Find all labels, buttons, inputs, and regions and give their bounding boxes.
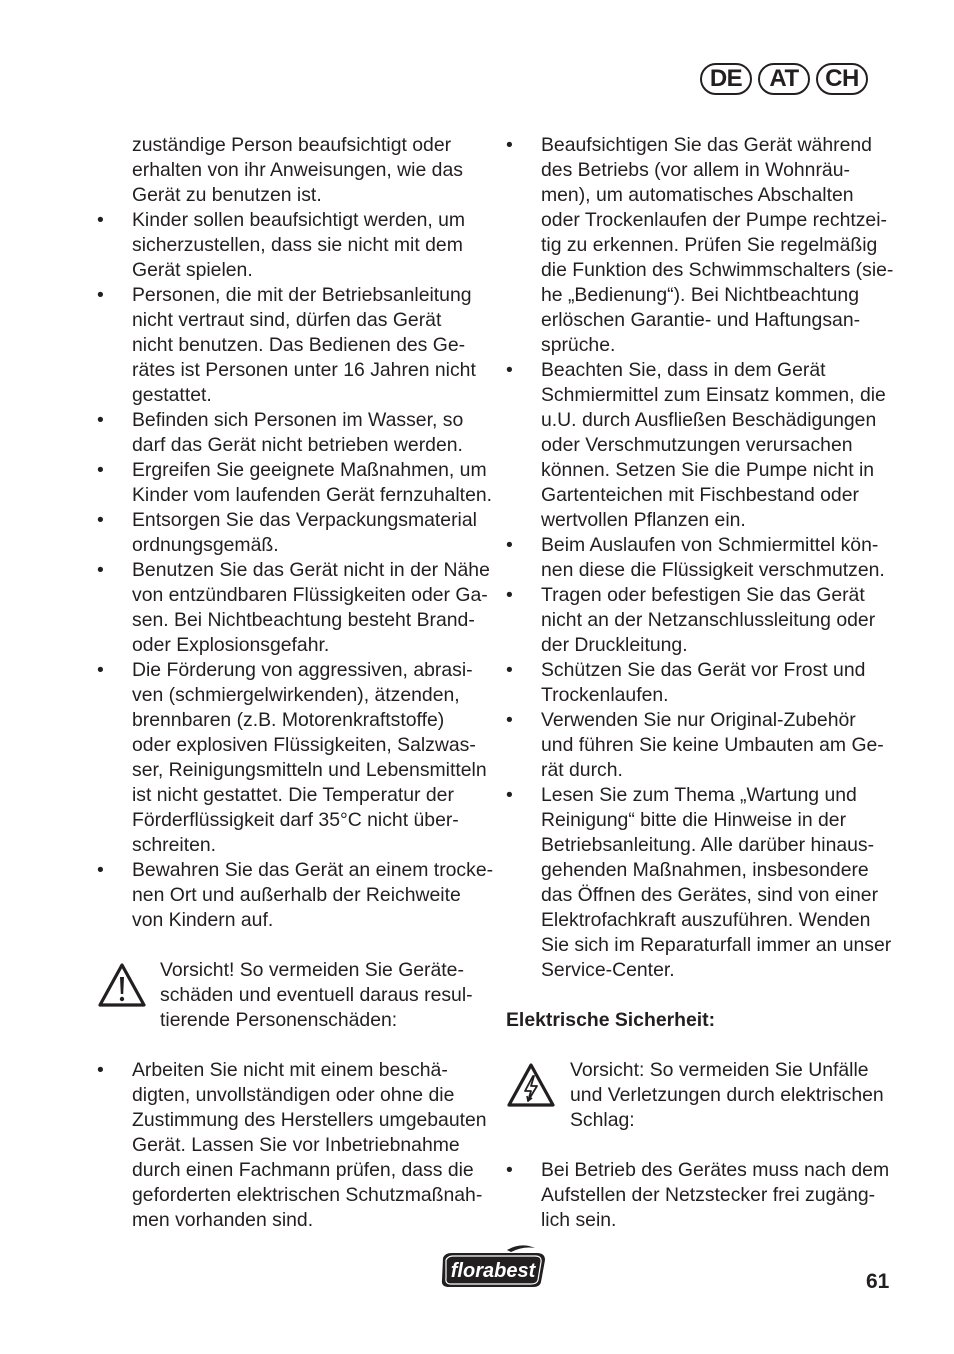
bullet-text-line: sprüche. bbox=[541, 334, 616, 356]
warning-text-line: und Verletzungen durch elektrischen bbox=[570, 1084, 884, 1106]
bullet-item bbox=[506, 1158, 892, 1233]
bullet-item bbox=[506, 533, 892, 583]
bullet-text-line: Sie sich im Reparaturfall immer an unser bbox=[541, 934, 892, 956]
bullet-text-line: Die Förderung von aggressiven, abrasi- bbox=[132, 659, 473, 681]
bullet-text-line: Beim Auslaufen von Schmiermittel kön- bbox=[541, 534, 879, 556]
warning-text-line: Vorsicht! So vermeiden Sie Geräte- bbox=[160, 959, 464, 981]
bullet-icon: • bbox=[506, 1159, 513, 1181]
bullet-text-line: Ergreifen Sie geeignete Maßnahmen, um bbox=[132, 459, 487, 481]
bullet-text-line: Kinder sollen beaufsichtigt werden, um bbox=[132, 209, 466, 231]
bullet-text-line: durch einen Fachmann prüfen, dass die bbox=[132, 1159, 474, 1181]
left-column bbox=[97, 133, 494, 1233]
bullet-item bbox=[506, 133, 892, 358]
bullet-text-line: Gerät. Lassen Sie vor Inbetriebnahme bbox=[132, 1134, 460, 1156]
bullet-text-line: nicht vertraut sind, dürfen das Gerät bbox=[132, 309, 442, 331]
warning-note bbox=[97, 958, 479, 1033]
bullet-icon: • bbox=[97, 1059, 104, 1081]
bullet-text-line: gestattet. bbox=[132, 384, 212, 406]
bullet-text-line: lich sein. bbox=[541, 1209, 617, 1231]
bullet-item bbox=[506, 358, 892, 533]
bullet-text-line: Personen, die mit der Betriebsanleitung bbox=[132, 284, 472, 306]
bullet-item bbox=[506, 708, 892, 783]
bullet-text-line: ser, Reinigungsmitteln und Lebensmitteln bbox=[132, 759, 487, 781]
bullet-text-line: nicht an der Netzanschlussleitung oder bbox=[541, 609, 876, 631]
florabest-logo bbox=[437, 1244, 551, 1290]
bullet-text-line: Gartenteichen mit Fischbestand oder bbox=[541, 484, 859, 506]
bullet-text-line: Gerät spielen. bbox=[132, 259, 253, 281]
bullet-text-line: oder Verschmutzungen verursachen bbox=[541, 434, 853, 456]
bullet-item bbox=[506, 658, 892, 708]
right-column bbox=[506, 133, 892, 1233]
bullet-text-line: Arbeiten Sie nicht mit einem beschä- bbox=[132, 1059, 448, 1081]
bullet-item bbox=[97, 658, 487, 858]
bullet-item bbox=[506, 783, 892, 983]
bullet-text-line: Schmiermittel zum Einsatz kommen, die bbox=[541, 384, 886, 406]
bullet-text-line: Lesen Sie zum Thema „Wartung und bbox=[541, 784, 857, 806]
bullet-text-line: men vorhanden sind. bbox=[132, 1209, 314, 1231]
bullet-text-line: Zustimmung des Herstellers umgebauten bbox=[132, 1109, 487, 1131]
bullet-text-line: rät durch. bbox=[541, 759, 623, 781]
bullet-text-line: der Druckleitung. bbox=[541, 634, 688, 656]
bullet-icon: • bbox=[97, 859, 104, 881]
bullet-text-line: Beaufsichtigen Sie das Gerät während bbox=[541, 134, 872, 156]
bullet-text-line: nen diese die Flüssigkeit verschmutzen. bbox=[541, 559, 885, 581]
bullet-item bbox=[97, 1058, 487, 1233]
bullet-icon: • bbox=[506, 534, 513, 556]
warning-text-line: schäden und eventuell daraus resul- bbox=[160, 984, 473, 1006]
bullet-icon: • bbox=[506, 134, 513, 156]
bullet-text-line: darf das Gerät nicht betrieben werden. bbox=[132, 434, 463, 456]
bullet-text-line: nicht benutzen. Das Bedienen des Ge- bbox=[132, 334, 466, 356]
svg-text:florabest: florabest bbox=[450, 1260, 536, 1282]
bullet-text-line: rätes ist Personen unter 16 Jahren nicht bbox=[132, 359, 476, 381]
bullet-text-line: ven (schmiergelwirkenden), ätzenden, bbox=[132, 684, 460, 706]
bullet-text-line: Entsorgen Sie das Verpackungsmaterial bbox=[132, 509, 477, 531]
bullet-text-line: oder Explosionsgefahr. bbox=[132, 634, 330, 656]
bullet-text-line: Bei Betrieb des Gerätes muss nach dem bbox=[541, 1159, 890, 1181]
bullet-text-line: Trockenlaufen. bbox=[541, 684, 669, 706]
bullet-text-line: Service-Center. bbox=[541, 959, 675, 981]
language-badges bbox=[700, 63, 868, 95]
bullet-text-line: oder explosiven Flüssigkeiten, Salzwas- bbox=[132, 734, 476, 756]
bullet-icon: • bbox=[97, 659, 104, 681]
left-bullet-list-after-warning bbox=[97, 1058, 487, 1233]
bullet-icon: • bbox=[97, 509, 104, 531]
bullet-text-line: Reinigung“ bitte die Hinweise in der bbox=[541, 809, 847, 831]
bullet-text-line: von entzündbaren Flüssigkeiten oder Ga- bbox=[132, 584, 488, 606]
bullet-text-line: tig zu erkennen. Prüfen Sie regelmäßig bbox=[541, 234, 878, 256]
bullet-text-line: von Kindern auf. bbox=[132, 909, 274, 931]
bullet-text-line: Bewahren Sie das Gerät an einem trocke- bbox=[132, 859, 494, 881]
bullet-item bbox=[506, 583, 892, 658]
language-badge-at: AT bbox=[758, 63, 810, 95]
page-number: 61 bbox=[866, 1270, 890, 1293]
electric-warning-note bbox=[506, 1058, 892, 1133]
bullet-icon: • bbox=[97, 209, 104, 231]
bullet-text-line: sen. Bei Nichtbeachtung besteht Brand- bbox=[132, 609, 475, 631]
bullet-text-line: u.U. durch Ausfließen Beschädigungen bbox=[541, 409, 877, 431]
bullet-text-line: digten, unvollständigen oder ohne die bbox=[132, 1084, 455, 1106]
text-line: zuständige Person beaufsichtigt oder bbox=[132, 134, 452, 156]
bullet-text-line: des Betriebs (vor allem in Wohnräu- bbox=[541, 159, 850, 181]
language-badge-ch: CH bbox=[816, 63, 868, 95]
language-badge-de: DE bbox=[700, 63, 752, 95]
warning-text-line: Schlag: bbox=[570, 1109, 635, 1131]
electric-warning-icon bbox=[506, 1062, 556, 1108]
bullet-item bbox=[97, 458, 493, 508]
bullet-text-line: geforderten elektrischen Schutzmaßnah- bbox=[132, 1184, 483, 1206]
bullet-text-line: Förderflüssigkeit darf 35°C nicht über- bbox=[132, 809, 459, 831]
bullet-item bbox=[97, 283, 479, 408]
bullet-text-line: die Funktion des Schwimmschalters (sie- bbox=[541, 259, 894, 281]
bullet-icon: • bbox=[506, 584, 513, 606]
bullet-text-line: das Öffnen des Gerätes, sind von einer bbox=[541, 884, 879, 906]
bullet-item bbox=[97, 208, 479, 283]
bullet-text-line: gehenden Maßnahmen, insbesondere bbox=[541, 859, 869, 881]
bullet-item bbox=[97, 558, 490, 658]
bullet-text-line: wertvollen Pflanzen ein. bbox=[541, 509, 746, 531]
bullet-text-line: sicherzustellen, dass sie nicht mit dem bbox=[132, 234, 463, 256]
text-line: erhalten von ihr Anweisungen, wie das bbox=[132, 159, 463, 181]
bullet-text-line: Beachten Sie, dass in dem Gerät bbox=[541, 359, 826, 381]
bullet-text-line: Benutzen Sie das Gerät nicht in der Nähe bbox=[132, 559, 490, 581]
bullet-text-line: Befinden sich Personen im Wasser, so bbox=[132, 409, 464, 431]
bullet-item bbox=[97, 408, 479, 458]
bullet-text-line: Verwenden Sie nur Original-Zubehör bbox=[541, 709, 856, 731]
bullet-text-line: können. Setzen Sie die Pumpe nicht in bbox=[541, 459, 875, 481]
bullet-text-line: nen Ort und außerhalb der Reichweite bbox=[132, 884, 461, 906]
bullet-text-line: Elektrofachkraft auszuführen. Wenden bbox=[541, 909, 871, 931]
bullet-text-line: Kinder vom laufenden Gerät fernzuhalten. bbox=[132, 484, 493, 506]
bullet-text-line: men), um automatisches Abschalten bbox=[541, 184, 854, 206]
bullet-icon: • bbox=[97, 459, 104, 481]
bullet-text-line: Betriebsanleitung. Alle darüber hinaus- bbox=[541, 834, 875, 856]
bullet-text-line: ist nicht gestattet. Die Temperatur der bbox=[132, 784, 454, 806]
text-line: Gerät zu benutzen ist. bbox=[132, 184, 322, 206]
bullet-text-line: oder Trockenlaufen der Pumpe rechtzei- bbox=[541, 209, 887, 231]
bullet-icon: • bbox=[97, 284, 104, 306]
bullet-icon: • bbox=[506, 359, 513, 381]
bullet-text-line: Tragen oder befestigen Sie das Gerät bbox=[541, 584, 865, 606]
bullet-icon: • bbox=[506, 784, 513, 806]
continuation-paragraph bbox=[97, 133, 479, 208]
warning-text-line: Vorsicht: So vermeiden Sie Unfälle bbox=[570, 1059, 869, 1081]
bullet-text-line: brennbaren (z.B. Motorenkraftstoffe) bbox=[132, 709, 445, 731]
right-bullet-list bbox=[506, 133, 892, 983]
warning-text-line: tierende Personenschäden: bbox=[160, 1009, 398, 1031]
bullet-item bbox=[97, 858, 494, 933]
bullet-item bbox=[97, 508, 479, 558]
bullet-text-line: Aufstellen der Netzstecker frei zugäng- bbox=[541, 1184, 876, 1206]
bullet-icon: • bbox=[506, 709, 513, 731]
bullet-text-line: erlöschen Garantie- und Haftungsan- bbox=[541, 309, 861, 331]
warning-icon bbox=[97, 962, 147, 1008]
bullet-text-line: he „Bedienung“). Bei Nichtbeachtung bbox=[541, 284, 859, 306]
right-bullet-list-after-warning bbox=[506, 1158, 892, 1233]
bullet-icon: • bbox=[97, 409, 104, 431]
bullet-icon: • bbox=[97, 559, 104, 581]
bullet-text-line: und führen Sie keine Umbauten am Ge- bbox=[541, 734, 884, 756]
bullet-text-line: schreiten. bbox=[132, 834, 217, 856]
bullet-text-line: ordnungsgemäß. bbox=[132, 534, 279, 556]
bullet-text-line: Schützen Sie das Gerät vor Frost und bbox=[541, 659, 866, 681]
left-bullet-list bbox=[97, 208, 494, 933]
bullet-icon: • bbox=[506, 659, 513, 681]
section-heading: Elektrische Sicherheit: bbox=[506, 1009, 716, 1031]
